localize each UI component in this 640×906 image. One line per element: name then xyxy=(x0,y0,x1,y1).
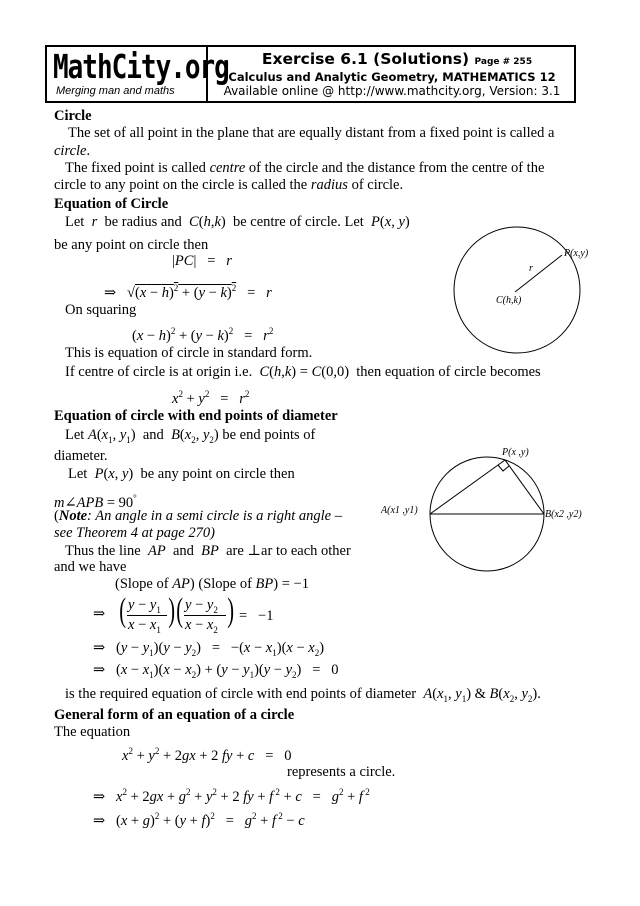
point-p-label: P(x,y) xyxy=(564,248,589,259)
text: and xyxy=(172,543,194,559)
line-ap xyxy=(430,460,505,514)
term-radius: radius xyxy=(310,177,348,193)
circle-figure xyxy=(440,225,610,355)
heading-equation-of-circle: Equation of Circle xyxy=(54,196,169,212)
text: If centre of circle is at origin i.e. xyxy=(65,364,253,380)
and-we-have: and we have xyxy=(54,559,127,575)
note-line-2: see Theorem 4 at page 270) xyxy=(54,525,215,541)
note-line-1: (Note: An angle in a semi circle is a right angle – xyxy=(54,508,342,524)
eq-complete-square: ⇒ $x^2 + 2gx + g^2 + y^2 + 2$ fy + f $^2 + c = g^2 + f$ $^2$ xyxy=(93,787,370,805)
text: be any point on circle then xyxy=(140,466,295,482)
text: are ⊥ar to each other xyxy=(226,543,351,559)
note-label: Note xyxy=(58,508,88,524)
text: : An angle in a semi circle is a right angle – xyxy=(87,508,342,524)
origin-line: If centre of circle is at origin i.e. C(h,k) = C(0,0) then equation of circle becomes xyxy=(65,364,541,380)
point-b-label: B(x2 ,y2) xyxy=(545,509,582,520)
eq-diameter-form: ⇒ $(x - x_1)(x - x_2) + (y - y_1)(y - y_2) = 0$ xyxy=(93,662,339,680)
any-point-line: be any point on circle then xyxy=(54,237,209,253)
radius-label: r xyxy=(529,263,533,274)
diameter-let-line: Let $A(x_1$, $y_1$) and $B(x_2$, $y_2$) be end points of xyxy=(65,427,316,445)
text: circle to any point on the circle is called the xyxy=(54,177,311,193)
text: Let xyxy=(65,214,85,230)
eq-squared-form: ⇒ $(x + g)^2 + (y + f)^2 = g^2 + f$ $^2$ − c xyxy=(93,811,305,829)
centre-definition-2 xyxy=(54,176,403,194)
text: of the circle and the distance from the centre of the xyxy=(245,160,545,176)
standard-form-text: This is equation of circle in standard form. xyxy=(65,345,313,361)
availability-line[interactable]: Available online @ http://www.mathcity.org, Version: 3.1 xyxy=(223,84,561,98)
site-logo[interactable]: MathCity.org xyxy=(53,49,229,87)
diameter-text: diameter. xyxy=(54,448,108,464)
text: then equation of circle becomes xyxy=(356,364,541,380)
book-subtitle: Calculus and Analytic Geometry, MATHEMATICS 12 xyxy=(228,70,556,84)
logo-box xyxy=(47,47,229,101)
text: is the required equation of circle with end points of diameter xyxy=(65,686,417,702)
on-squaring: On squaring xyxy=(65,302,137,318)
point-p-label-2: P(x ,y) xyxy=(502,447,529,458)
text: be centre of circle. Let xyxy=(232,214,364,230)
eq-slope-product: (Slope of AP) (Slope of BP) = −1 xyxy=(115,576,309,592)
diameter-figure xyxy=(378,440,593,575)
page-number: Page # 255 xyxy=(474,57,533,67)
right-angle-mark xyxy=(498,465,509,471)
tagline: Merging man and maths xyxy=(56,85,175,97)
text: Let xyxy=(68,466,88,482)
page-header xyxy=(45,45,576,103)
radius-line xyxy=(515,255,562,292)
exercise-title xyxy=(217,50,577,68)
any-point-line-2: Let P(x, y) be any point on circle then xyxy=(68,466,295,482)
text: The fixed point is called xyxy=(65,160,210,176)
definition-line: The set of all point in the plane that are equally distant from a fixed point is called a xyxy=(68,125,555,141)
let-line: Let r be radius and C(h,k) be centre of circle. Let P(x, y) xyxy=(65,214,410,230)
diameter-conclusion: is the required equation of circle with end points of diameter $A(x_1$, $y_1$) & $B(x_2$, $y_2$). xyxy=(65,686,541,704)
heading-circle: Circle xyxy=(54,108,92,124)
eq-cross-multiply: ⇒ $(y - y_1)(y - y_2) = -(x - x_1)(x - x_2)$ xyxy=(93,640,325,658)
text: be radius and xyxy=(104,214,182,230)
right-angle-statement: m∠APB = 90° xyxy=(54,493,137,511)
text: be end points of xyxy=(222,427,316,443)
term-circle: circle xyxy=(54,143,87,159)
title-text: Exercise 6.1 (Solutions) xyxy=(261,50,470,68)
represents-circle: represents a circle. xyxy=(287,764,396,780)
eq-standard-form: $(x - h)^2 + (y - k)^2 = r^2$ xyxy=(132,326,274,344)
heading-general-form: General form of an equation of a circle xyxy=(54,707,295,723)
definition-term: circle. xyxy=(54,143,91,159)
eq-origin-circle: $x^2 + y^2 = r^2$ xyxy=(172,389,250,407)
centre-definition-1 xyxy=(65,159,544,177)
point-a-label: A(x1 ,y1) xyxy=(381,505,418,516)
eq-general-form: $x^2 + y^2 + 2gx + 2$ fy + c = 0 xyxy=(122,746,292,764)
text: Thus the line xyxy=(65,543,141,559)
the-equation: The equation xyxy=(54,724,131,740)
text: of circle. xyxy=(347,177,404,193)
term-centre: centre xyxy=(209,160,246,176)
line-bp xyxy=(505,460,544,514)
heading-diameter: Equation of circle with end points of diameter xyxy=(54,408,338,424)
text: and xyxy=(142,427,164,443)
eq-pc-equals-r: |PC| = r xyxy=(172,253,232,269)
thus-line: Thus the line AP and BP are ⊥ar to each other xyxy=(65,543,351,559)
text: Let xyxy=(65,427,85,443)
eq-distance-formula: ⇒ $√(x - h)^2 + (y - k)^2 = r$ xyxy=(104,283,272,301)
centre-label: C(h,k) xyxy=(496,295,522,306)
